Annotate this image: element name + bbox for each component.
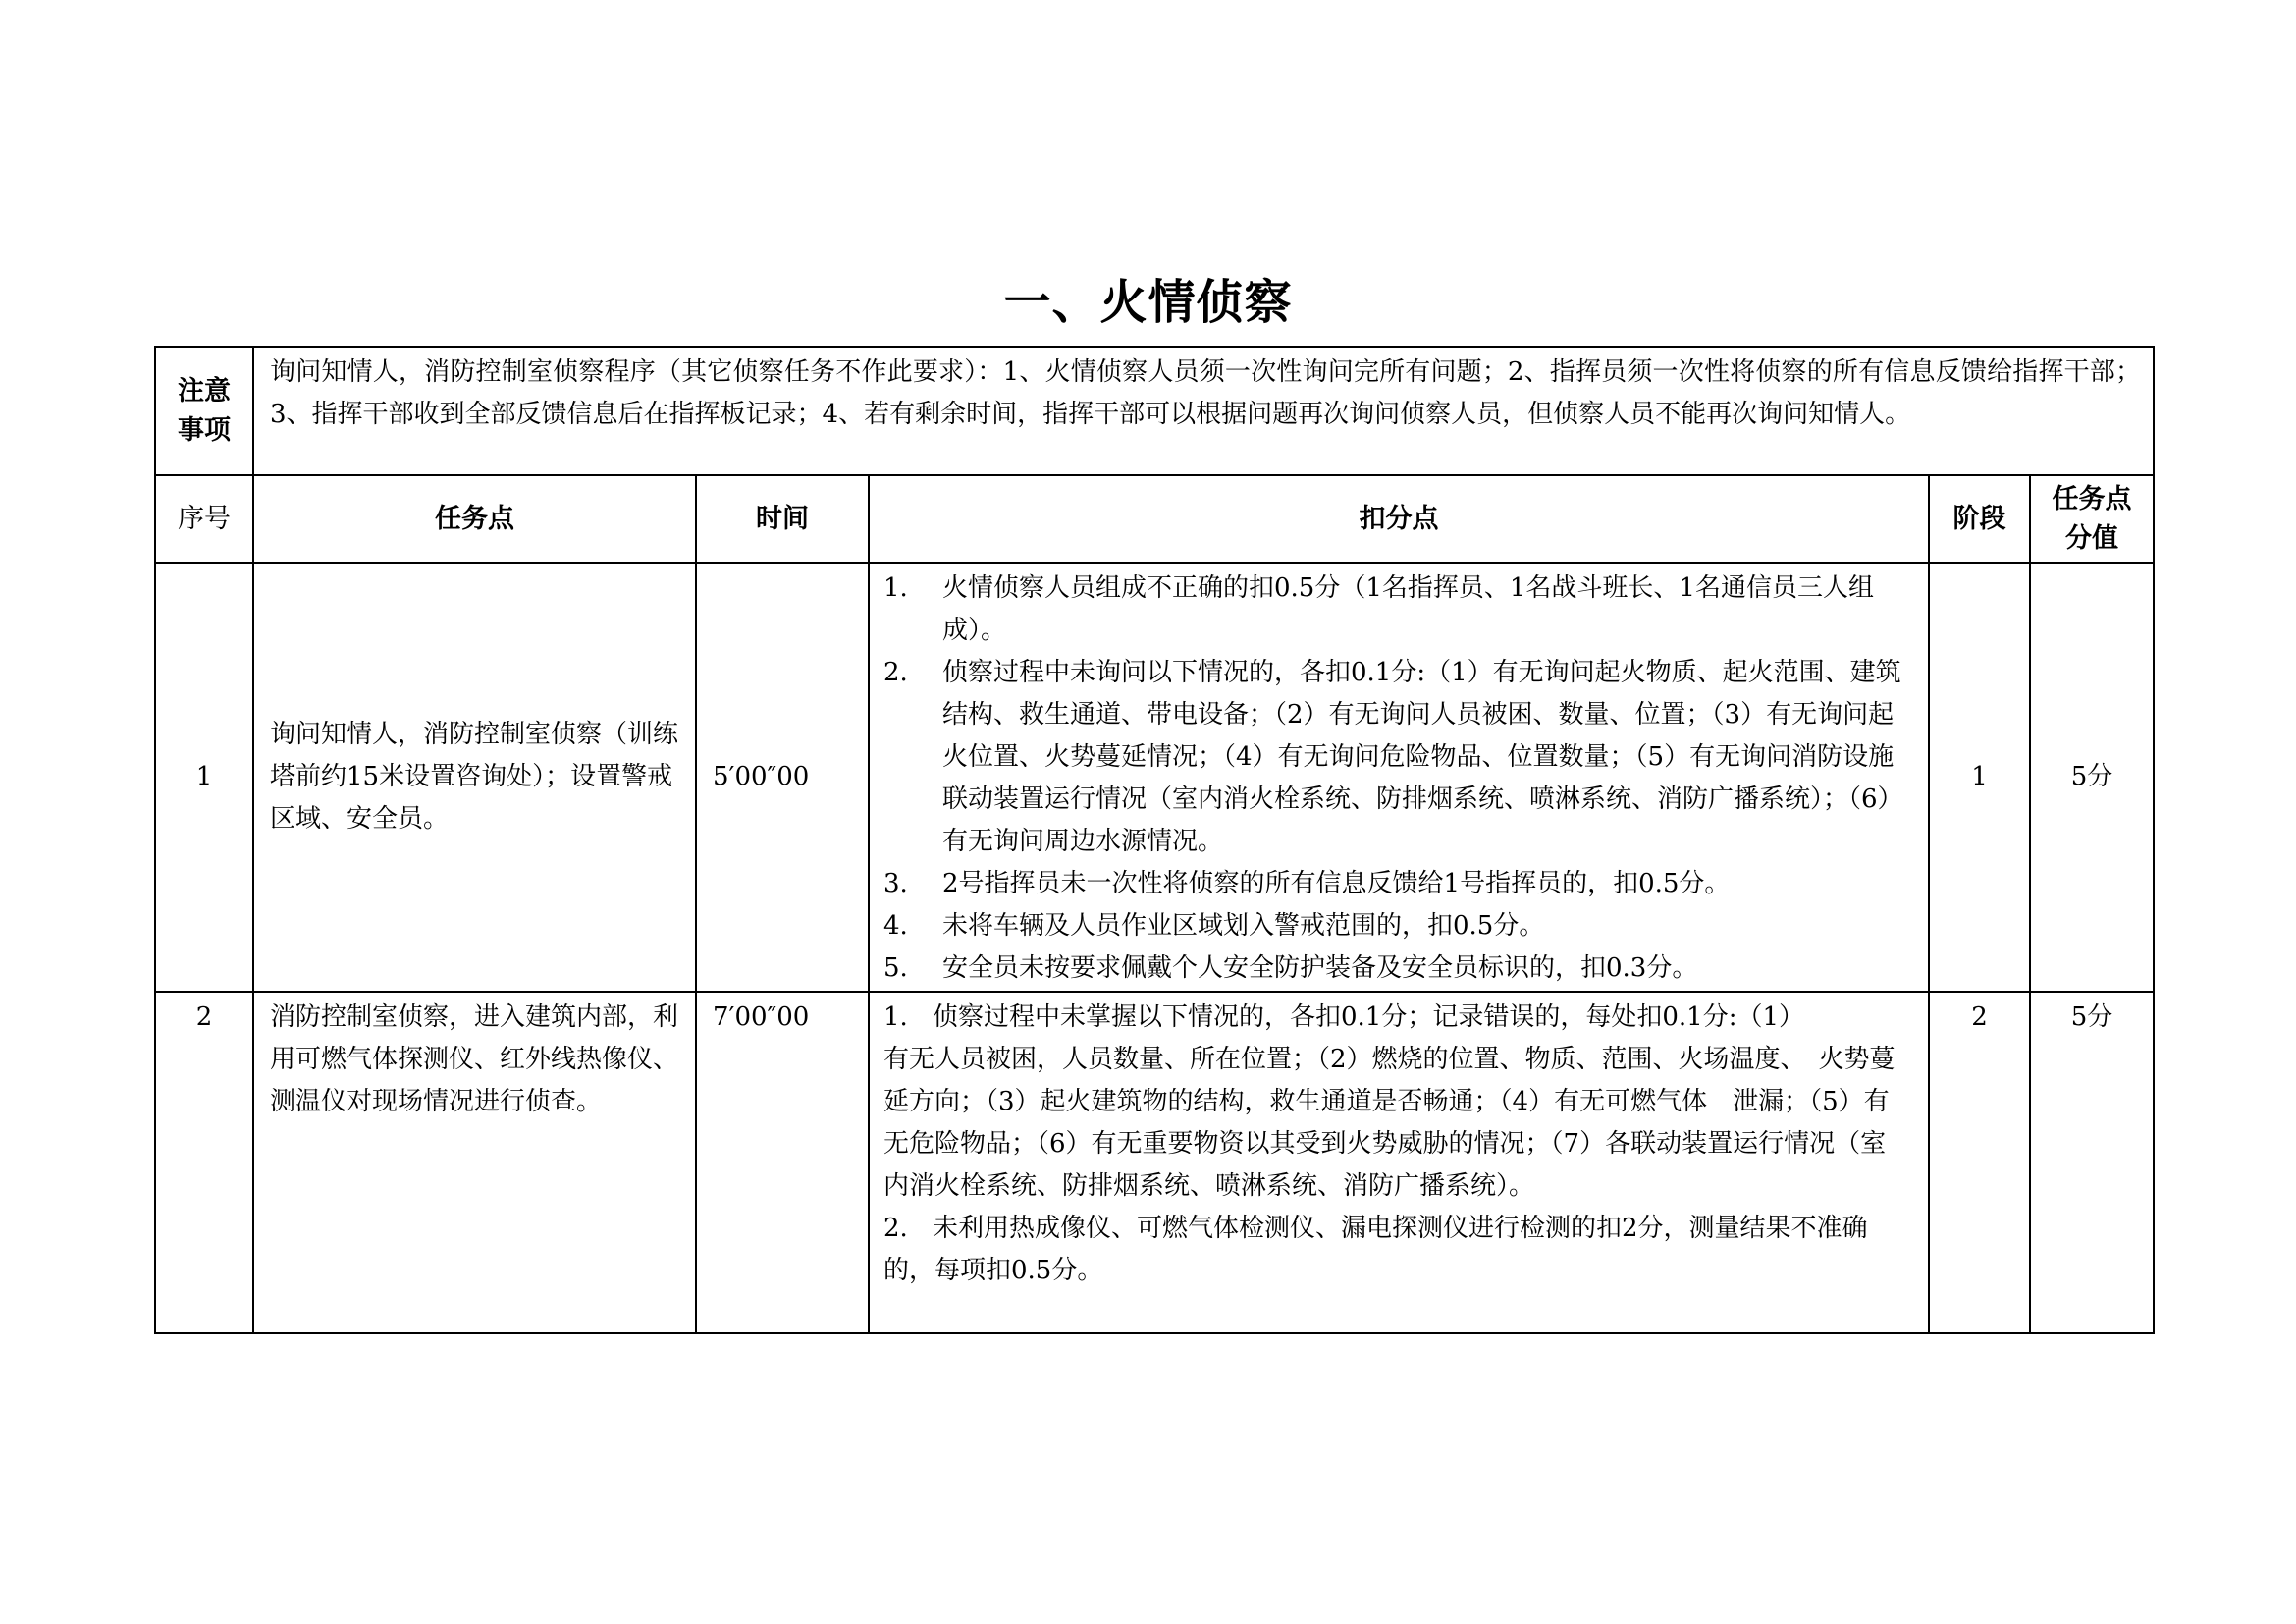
notes-text: 询问知情人，消防控制室侦察程序（其它侦察任务不作此要求）：1、火情侦察人员须一次性询问完所有问题；2、指挥员须一次性将侦察的所有信息反馈给指挥干部；3、指挥干部收到全部反馈信息后在指挥板记录；4、若有剩余时间，指挥干部可以根据问题再次询问侦察人员，但侦察人员不能再次询问知情人。 <box>253 347 2154 475</box>
row-stage: 1 <box>1929 563 2030 992</box>
header-index: 序号 <box>155 475 253 563</box>
notes-label: 注意 事项 <box>155 347 253 475</box>
row-task: 消防控制室侦察，进入建筑内部，利用可燃气体探测仪、红外线热像仪、测温仪对现场情况进行侦查。 <box>253 992 696 1333</box>
header-score: 任务点 分值 <box>2030 475 2154 563</box>
deduction-list <box>870 564 1928 990</box>
header-time: 时间 <box>696 475 869 563</box>
row-stage: 2 <box>1929 992 2030 1333</box>
task-table <box>154 346 2155 1334</box>
deduction-item: 1. 火情侦察人员组成不正确的扣0.5分（1名指挥员、1名战斗班长、1名通信员三人组成）。 <box>883 573 1874 645</box>
deduction-item: 3. 2号指挥员未一次性将侦察的所有信息反馈给1号指挥员的，扣0.5分。 <box>883 869 1731 898</box>
header-row <box>155 475 2154 563</box>
header-task: 任务点 <box>253 475 696 563</box>
row-deductions <box>869 992 1971 1333</box>
row-index: 1 <box>155 563 253 992</box>
deduction-item: 5. 安全员未按要求佩戴个人安全防护装备及安全员标识的，扣0.3分。 <box>883 953 1698 983</box>
row-task: 询问知情人，消防控制室侦察（训练塔前约15米设置咨询处）；设置警戒区域、安全员。 <box>253 563 696 992</box>
notes-row <box>155 347 2154 475</box>
row-time: 5′00″00 <box>696 563 869 992</box>
header-deductions: 扣分点 <box>869 475 1929 563</box>
row-score: 5分 <box>2030 563 2154 992</box>
header-stage: 阶段 <box>1929 475 2030 563</box>
row-deductions <box>869 563 1929 992</box>
table-row <box>155 563 2154 992</box>
row-index: 2 <box>155 992 253 1333</box>
deduction-paragraph: 1. 侦察过程中未掌握以下情况的，各扣0.1分；记录错误的，每处扣0.1分:（1） 有无人员被困，人员数量、所在位置；（2）燃烧的位置、物质、范围、火场温度、 火势蔓延方向；（3）起火建筑物的结构，救生通道是否畅通；（4）有无可燃气体 泄漏；（5）有无危险物品；（6）有无重要物资以其受到火势威胁的情况；（7）各联动装置运行情况（室内消火栓系统、防排烟系统、喷淋系统、消防广播系统）。 <box>883 1002 1971 1201</box>
deduction-paragraph: 2. 未利用热成像仪、可燃气体检测仪、漏电探测仪进行检测的扣2分，测量结果不准确的，每项扣0.5分。 <box>883 1214 1868 1285</box>
row-time: 7′00″00 <box>696 992 869 1333</box>
deduction-item: 2. 侦察过程中未询问以下情况的，各扣0.1分:（1）有无询问起火物质、起火范围、建筑结构、救生通道、带电设备；（2）有无询问人员被困、数量、位置；（3）有无询问起火位置、火势蔓延情况；（4）有无询问危险物品、位置数量；（5）有无询问消防设施联动装置运行情况（室内消火栓系统、防排烟系统、喷淋系统、消防广播系统）；（6）有无询问周边水源情况。 <box>883 658 1903 856</box>
page-title: 一、火情侦察 <box>1003 275 1293 330</box>
table-row <box>155 992 2154 1333</box>
deduction-item: 4. 未将车辆及人员作业区域划入警戒范围的，扣0.5分。 <box>883 911 1545 941</box>
row-score: 5分 <box>2030 992 2154 1333</box>
